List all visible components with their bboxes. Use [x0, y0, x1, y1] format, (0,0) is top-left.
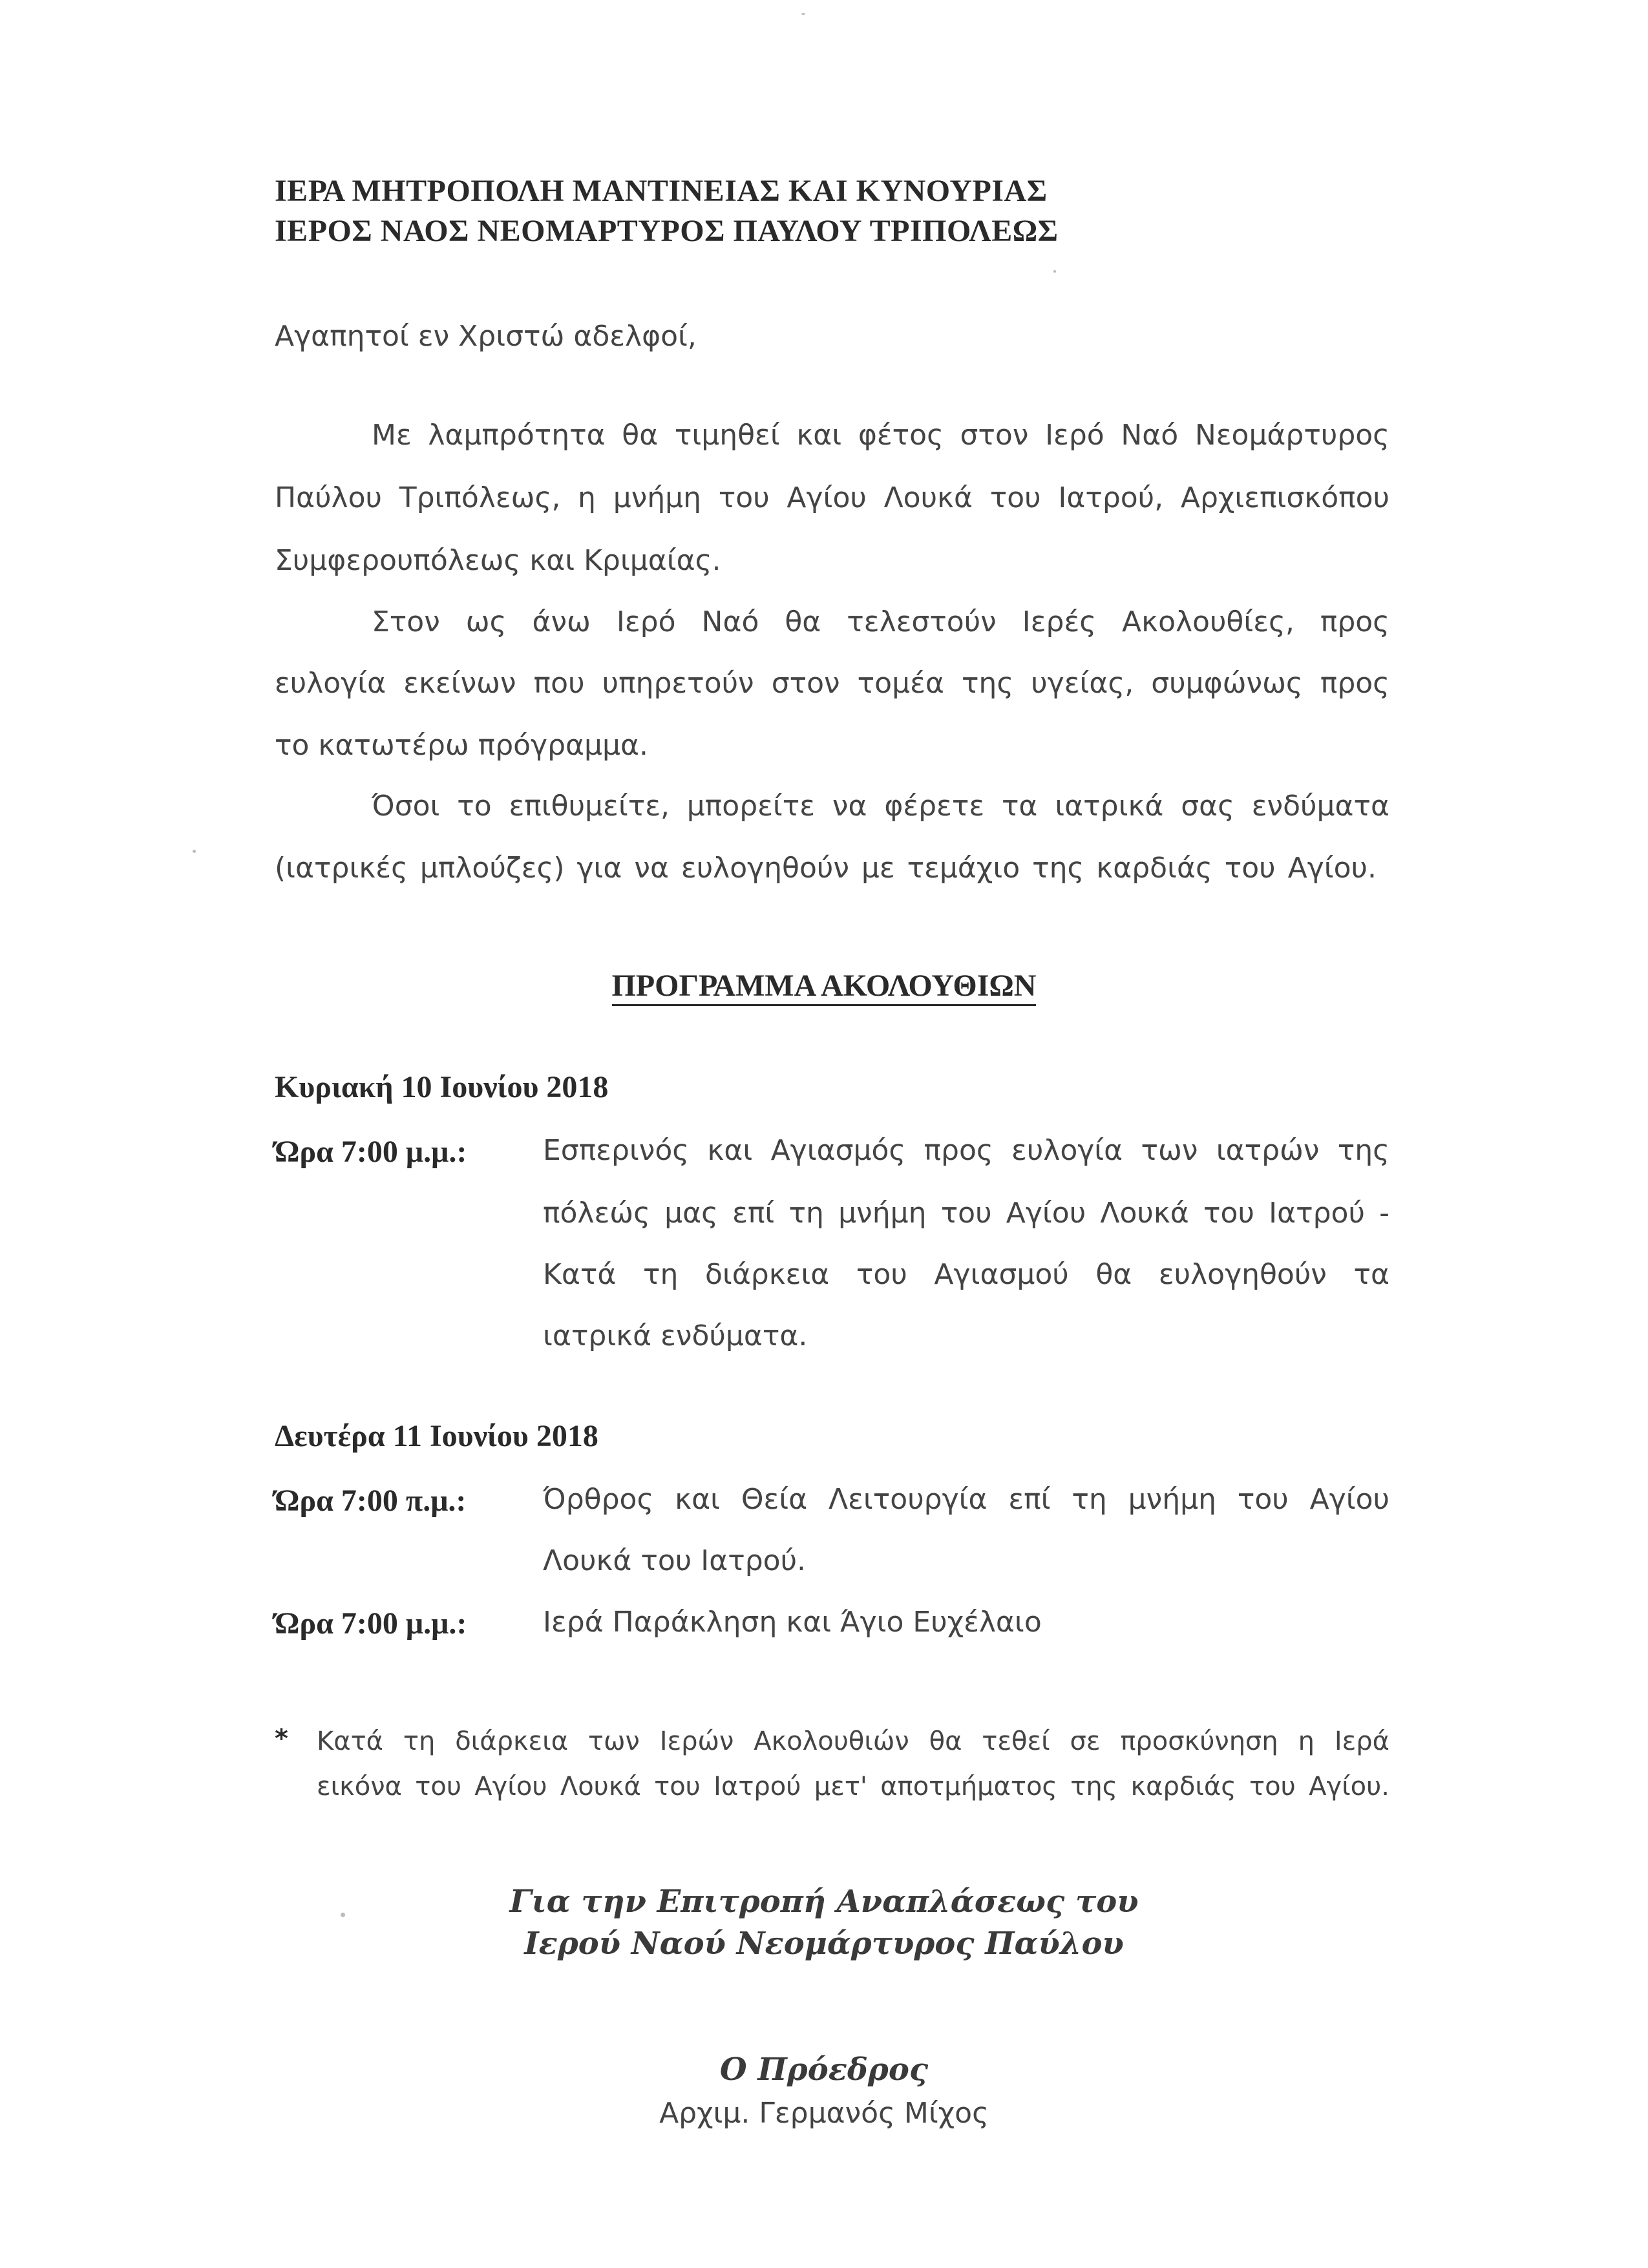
greeting: Αγαπητοί εν Χριστώ αδελφοί, [275, 320, 697, 353]
scan-speck [1053, 270, 1056, 273]
event-time: Ώρα 7:00 μ.μ.: [275, 1606, 467, 1641]
paragraph-line: Με λαμπρότητα θα τιμηθεί και φέτος στον Ιερό Ναό Νεομάρτυρος [372, 419, 1389, 452]
event-line: Κατά τη διάρκεια του Αγιασμού θα ευλογηθούν τα [543, 1258, 1389, 1291]
paragraph-line: Στον ως άνω Ιερό Ναό θα τελεστούν Ιερές Ακολουθίες, προς [372, 605, 1389, 638]
event-time: Ώρα 7:00 μ.μ.: [275, 1135, 467, 1169]
committee-line-2: Ιερού Ναού Νεομάρτυρος Παύλου [524, 1926, 1124, 1962]
event-line: πόλεώς μας επί τη μνήμη του Αγίου Λουκά του Ιατρού - [543, 1197, 1389, 1230]
signatory-role: Ο Πρόεδρος [719, 2052, 929, 2088]
scan-speck [193, 850, 196, 853]
paragraph-line: (ιατρικές μπλούζες) για να ευλογηθούν με τεμάχιο της καρδιάς του Αγίου. [275, 852, 1377, 885]
event-line: Λουκά του Ιατρού. [543, 1544, 807, 1577]
day-date: Δευτέρα 11 Ιουνίου 2018 [275, 1419, 598, 1453]
scan-speck [801, 13, 805, 15]
event-line: Εσπερινός και Αγιασμός προς ευλογία των ιατρών της [543, 1134, 1389, 1167]
header-line-2: ΙΕΡΟΣ ΝΑΟΣ ΝΕΟΜΑΡΤΥΡΟΣ ΠΑΥΛΟΥ ΤΡΙΠΟΛΕΩΣ [275, 214, 1059, 248]
event-line: Ιερά Παράκληση και Άγιο Ευχέλαιο [543, 1606, 1042, 1639]
event-line: Όρθρος και Θεία Λειτουργία επί τη μνήμη του Αγίου [543, 1483, 1389, 1516]
event-time: Ώρα 7:00 π.μ.: [275, 1484, 467, 1518]
paragraph-line: ευλογία εκείνων που υπηρετούν στον τομέα της υγείας, συμφώνως προς [275, 667, 1389, 700]
program-title [0, 968, 1648, 1003]
event-line: ιατρικά ενδύματα. [543, 1319, 808, 1352]
note-line: Κατά τη διάρκεια των Ιερών Ακολουθιών θα τεθεί σε προσκύνηση η Ιερά [317, 1727, 1389, 1756]
note-asterisk: * [275, 1724, 288, 1754]
paragraph-line: Παύλου Τριπόλεως, η μνήμη του Αγίου Λουκά του Ιατρού, Αρχιεπισκόπου [275, 481, 1389, 514]
program-title-text: ΠΡΟΓΡΑΜΜΑ ΑΚΟΛΟΥΘΙΩΝ [612, 969, 1037, 1006]
committee-line-1: Για την Επιτροπή Αναπλάσεως του [509, 1884, 1139, 1920]
paragraph-line: Όσοι το επιθυμείτε, μπορείτε να φέρετε τα ιατρικά σας ενδύματα [372, 790, 1389, 823]
header-line-1: ΙΕΡΑ ΜΗΤΡΟΠΟΛΗ ΜΑΝΤΙΝΕΙΑΣ ΚΑΙ ΚΥΝΟΥΡΙΑΣ [275, 174, 1048, 208]
signatory-name: Αρχιμ. Γερμανός Μίχος [659, 2097, 989, 2130]
day-date: Κυριακή 10 Ιουνίου 2018 [275, 1070, 609, 1104]
paragraph-line: Συμφερουπόλεως και Κριμαίας. [275, 544, 721, 577]
paragraph-line: το κατωτέρω πρόγραμμα. [275, 729, 648, 762]
note-line: εικόνα του Αγίου Λουκά του Ιατρού μετ' αποτμήματος της καρδιάς του Αγίου. [317, 1772, 1389, 1801]
